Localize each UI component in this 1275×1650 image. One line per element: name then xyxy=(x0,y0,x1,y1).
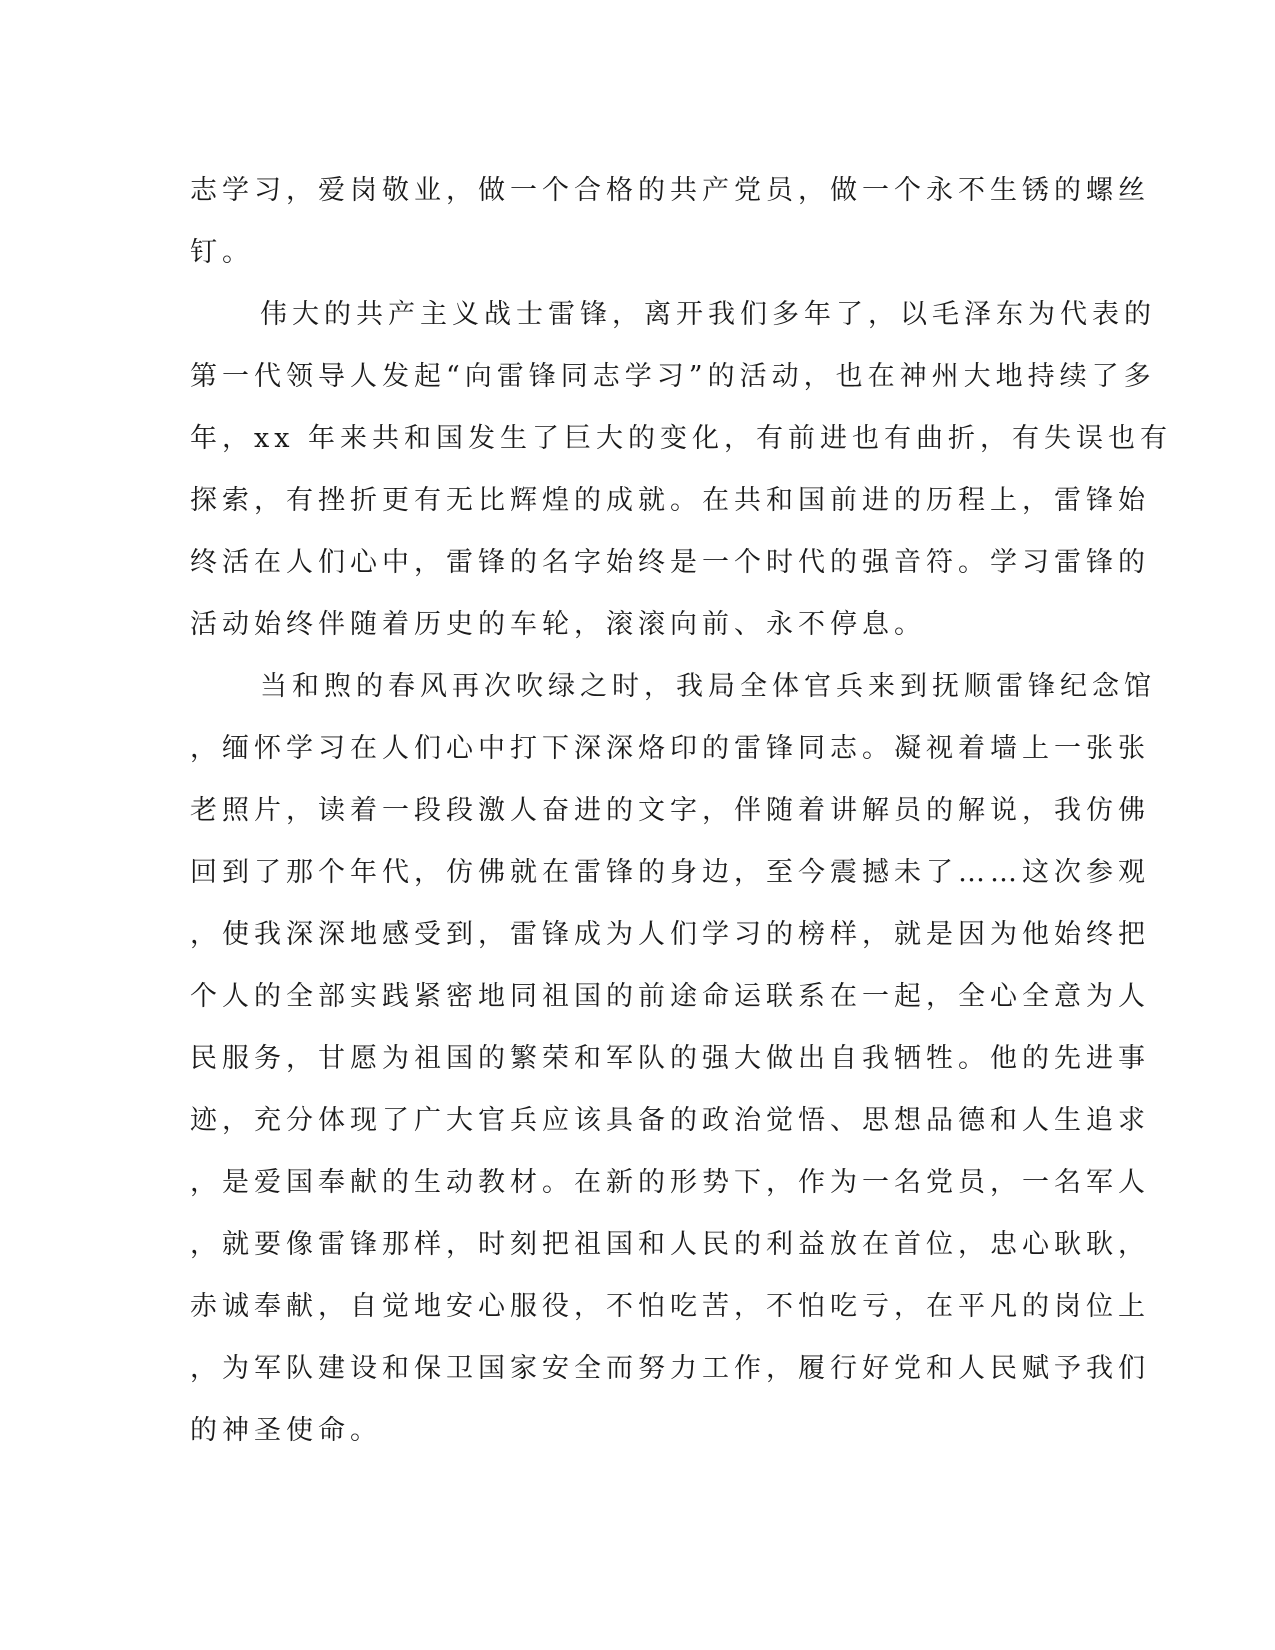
text-line: 钉。 xyxy=(190,237,254,268)
text-line: 活动始终伴随着历史的车轮，滚滚向前、永不停息。 xyxy=(190,609,926,640)
text-line: ，使我深深地感受到，雷锋成为人们学习的榜样，就是因为他始终把 xyxy=(190,919,1150,950)
text-line: 第一代领导人发起“向雷锋同志学习”的活动，也在神州大地持续了多 xyxy=(190,361,1156,392)
text-line: 个人的全部实践紧密地同祖国的前途命运联系在一起，全心全意为人 xyxy=(190,981,1150,1012)
text-line: 伟大的共产主义战士雷锋，离开我们多年了，以毛泽东为代表的 xyxy=(260,299,1156,330)
text-line: 回到了那个年代，仿佛就在雷锋的身边，至今震撼未了……这次参观 xyxy=(190,857,1150,888)
text-line: 当和煦的春风再次吹绿之时，我局全体官兵来到抚顺雷锋纪念馆 xyxy=(260,671,1156,702)
text-line: ，就要像雷锋那样，时刻把祖国和人民的利益放在首位，忠心耿耿， xyxy=(190,1229,1150,1260)
text-line: 的神圣使命。 xyxy=(190,1415,382,1446)
paragraph-2 xyxy=(190,284,1173,656)
text-line: 终活在人们心中，雷锋的名字始终是一个时代的强音符。学习雷锋的 xyxy=(190,547,1150,578)
text-line: 老照片，读着一段段激人奋进的文字，伴随着讲解员的解说，我仿佛 xyxy=(190,795,1150,826)
text-line: 志学习，爱岗敬业，做一个合格的共产党员，做一个永不生锈的螺丝 xyxy=(190,175,1150,206)
text-line: 探索，有挫折更有无比辉煌的成就。在共和国前进的历程上，雷锋始 xyxy=(190,485,1150,516)
text-line: 迹，充分体现了广大官兵应该具备的政治觉悟、思想品德和人生追求 xyxy=(190,1105,1150,1136)
text-line: 赤诚奉献，自觉地安心服役，不怕吃苦，不怕吃亏，在平凡的岗位上 xyxy=(190,1291,1150,1322)
text-line: 民服务，甘愿为祖国的繁荣和军队的强大做出自我牺牲。他的先进事 xyxy=(190,1043,1150,1074)
text-line: ，是爱国奉献的生动教材。在新的形势下，作为一名党员，一名军人 xyxy=(190,1167,1150,1198)
document-body xyxy=(190,160,1173,1462)
text-line: 年，xx 年来共和国发生了巨大的变化，有前进也有曲折，有失误也有 xyxy=(190,423,1173,454)
paragraph-1 xyxy=(190,160,1150,284)
text-line: ，为军队建设和保卫国家安全而努力工作，履行好党和人民赋予我们 xyxy=(190,1353,1150,1384)
text-line: ，缅怀学习在人们心中打下深深烙印的雷锋同志。凝视着墙上一张张 xyxy=(190,733,1150,764)
paragraph-3 xyxy=(190,656,1156,1462)
